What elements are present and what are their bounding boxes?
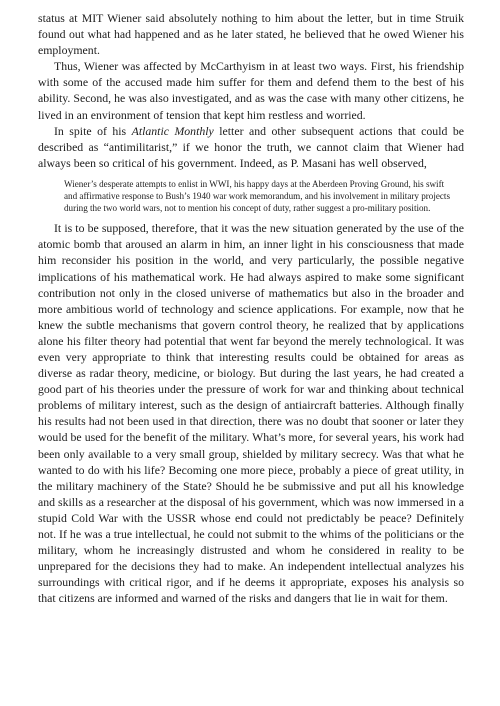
paragraph-mccarthyism: Thus, Wiener was affected by McCarthyism in at least two ways. First, his friendship with some of the accused made him suffer for them and defend them to the best of his ability. Second, he was also investigated, and as was the case with many other citizens, he lived in an environment of tension that kept him restless and worried. bbox=[38, 59, 464, 122]
block-quote-masani: Wiener’s desperate attempts to enlist in WWI, his happy days at the Aberdeen Proving Ground, his swift and affirmative response to Bush’s 1940 war work memorandum, and his involvement in military projects during the two world wars, not to mention his concept of duty, rather suggest a pro-military position. bbox=[64, 178, 450, 214]
paragraph-text-start: In spite of his bbox=[54, 123, 132, 138]
paragraph-continuation: status at MIT Wiener said absolutely nothing to him about the letter, but in time Struik found out what had happened and as he later stated, he believed that he owed Wiener his employment. bbox=[38, 11, 464, 58]
publication-title: Atlantic Monthly bbox=[131, 123, 214, 138]
paragraph-atomic-bomb: It is to be supposed, therefore, that it was the new situation generated by the use of the atomic bomb that aroused an alarm in him, an inner light in his consciousness that made him reconsider his position in the world, and very particularly, the possible negative implications of his mathematical work. He had always aspired to make some significant contribution not only in the closed universe of mathematics but also in the broader and more ambitious world of technology and science applications. For example, now that he knew the subtle mechanisms that govern control theory, he realized that by applications alone his filter theory had potential that went far beyond the merely technological. It was even very appropriate to think that interesting results could be obtained for areas as diverse as radar theory, medicine, or biology. But during the last years, he had created a good part of his theories under the pressure of work for war and thinking about technical problems of military interest, such as the design of antiaircraft batteries. Although finally his results had not been used in that direction, there was no doubt that sooner or later they would be used for the benefit of the military. What’s more, for several years, his work had been only available to a very small group, shielded by military secrecy. Was that what he wanted to do with his life? Becoming one more piece, probably a piece of great utility, in the military machinery of the State? Should he be submissive and put all his knowledge and skills as a researcher at the disposal of his government, which was now immersed in a stupid Cold War with the USSR whose end could not predictably be peace? Definitely not. If he was a true intellectual, he could not submit to the whims of the politicians or the military, whom he increasingly distrusted and whom he considered in reality to be unprepared for the decisions they had to make. An independent intellectual analyzes his surroundings with critical rigor, and if he deems it appropriate, exposes his analysis so that citizens are informed and warned of the risks and dangers that lie in wait for them. bbox=[38, 221, 464, 606]
book-page bbox=[38, 10, 464, 606]
paragraph-text-end: letter and other subsequent actions that could be described as “antimilitarist,” if we honor the truth, we cannot claim that Wiener had always been so critical of his government. Indeed, as P. Masani has well observed, bbox=[38, 123, 464, 170]
paragraph-atlantic-monthly bbox=[38, 123, 464, 171]
